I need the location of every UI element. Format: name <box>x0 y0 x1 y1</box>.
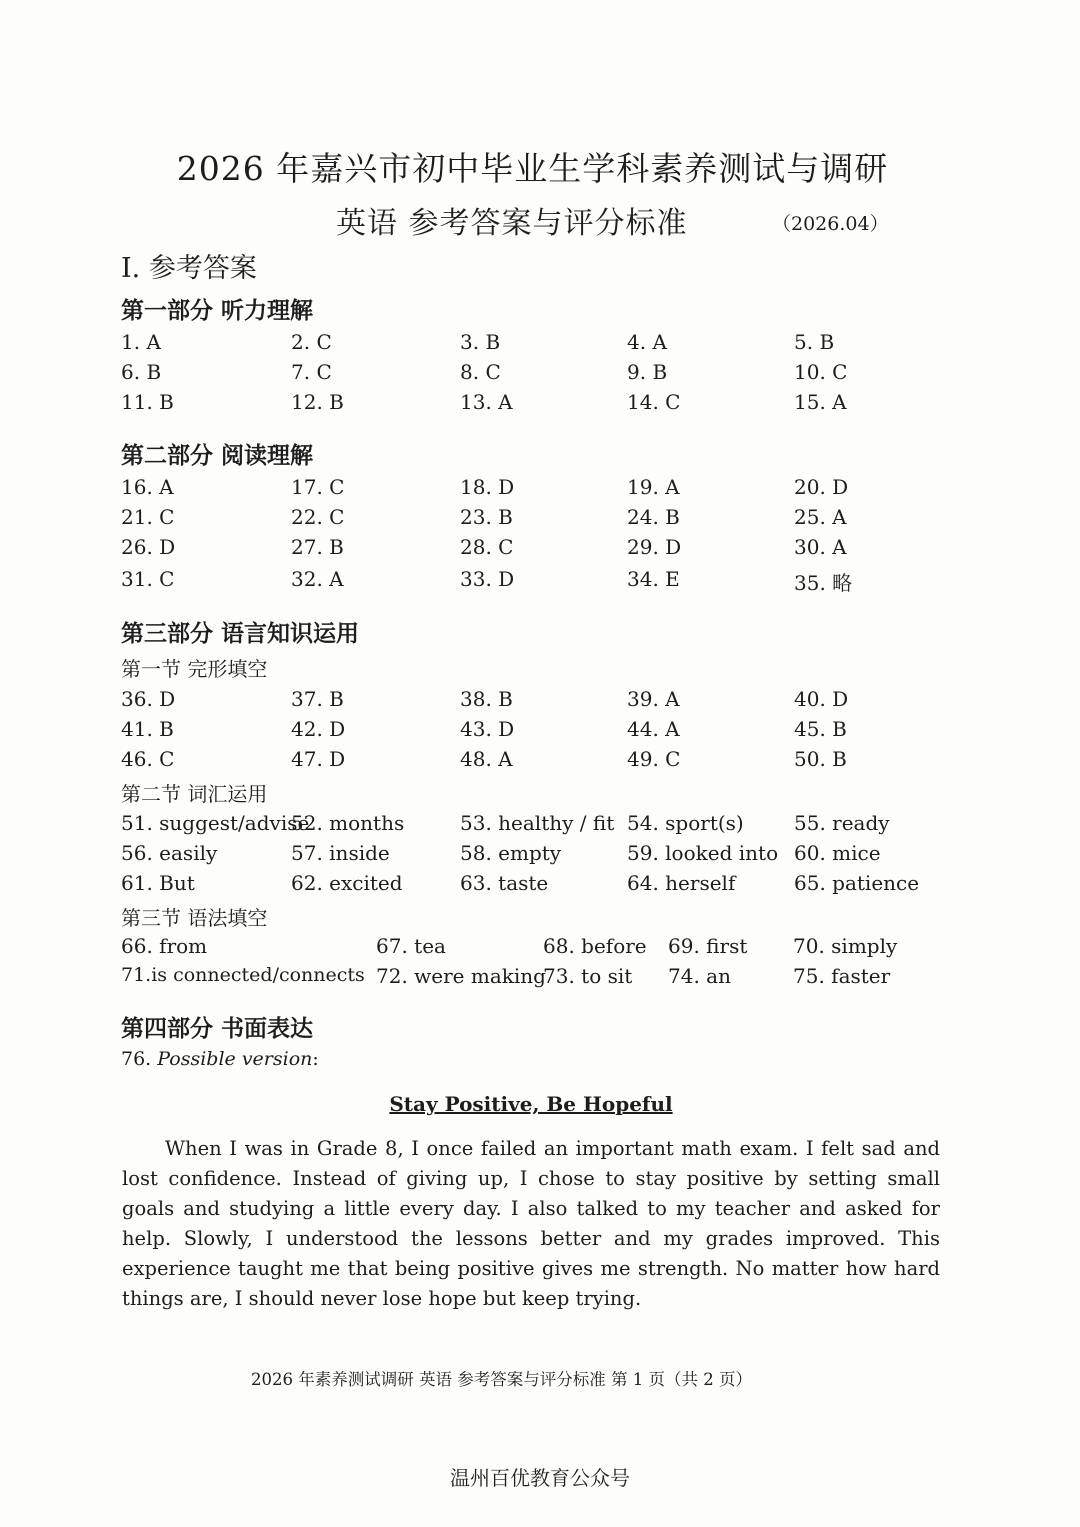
answer-item: 32. A <box>291 567 344 591</box>
answer-item: 43. D <box>460 717 515 741</box>
answer-item: 21. C <box>121 505 175 529</box>
answer-item: 49. C <box>627 747 681 771</box>
answer-item: 15. A <box>794 390 847 414</box>
answer-item: 2. C <box>291 330 332 354</box>
answer-item: 73. to sit <box>543 964 633 988</box>
essay-label <box>121 1048 319 1070</box>
answer-item: 27. B <box>291 535 344 559</box>
answer-item: 35. 略 <box>794 571 853 595</box>
answer-item: 12. B <box>291 390 344 414</box>
answer-item: 4. A <box>627 330 667 354</box>
answer-item: 74. an <box>668 964 731 988</box>
answer-item: 61. But <box>121 871 195 895</box>
answer-item: 60. mice <box>794 841 881 865</box>
answer-item: 10. C <box>794 360 848 384</box>
part1-title: 第一部分 听力理解 <box>121 298 314 324</box>
answer-item: 47. D <box>291 747 346 771</box>
answer-item: 19. A <box>627 475 680 499</box>
answer-item: 23. B <box>460 505 513 529</box>
essay-label-text: Possible version <box>157 1048 313 1070</box>
answer-item: 65. patience <box>794 871 920 895</box>
exam-date: （2026.04） <box>772 213 889 235</box>
section-heading: I. 参考答案 <box>121 253 257 284</box>
answer-item: 5. B <box>794 330 835 354</box>
answer-item: 45. B <box>794 717 847 741</box>
answer-item: 41. B <box>121 717 174 741</box>
page-footer: 2026 年素养测试调研 英语 参考答案与评分标准 第 1 页（共 2 页） <box>251 1370 752 1389</box>
page-subtitle: 英语 参考答案与评分标准 <box>336 206 688 241</box>
essay-label-colon: : <box>312 1048 319 1070</box>
section2-title: 第二节 词汇运用 <box>121 782 268 806</box>
answer-item: 50. B <box>794 747 847 771</box>
answer-item: 68. before <box>543 934 647 958</box>
answer-item: 48. A <box>460 747 513 771</box>
answer-item: 28. C <box>460 535 514 559</box>
section3-title: 第三节 语法填空 <box>121 906 268 930</box>
answer-item: 9. B <box>627 360 668 384</box>
answer-item: 26. D <box>121 535 176 559</box>
answer-item: 53. healthy / fit <box>460 811 615 835</box>
answer-item: 44. A <box>627 717 680 741</box>
answer-item: 56. easily <box>121 841 218 865</box>
essay-body: When I was in Grade 8, I once failed an important math exam. I felt sad and lost confidence. Instead of giving up, I chose to stay positive by setting small goals and studying a little every day. I also talked to my teacher and asked for help. Slowly, I understood the lessons better and my grades improved. This experience taught me that being positive gives me strength. No matter how hard things are, I should never lose hope but keep trying. <box>122 1137 940 1310</box>
watermark: 温州百优教育公众号 <box>450 1466 630 1490</box>
answer-item: 64. herself <box>627 871 736 895</box>
answer-item: 38. B <box>460 687 513 711</box>
answer-item: 20. D <box>794 475 849 499</box>
answer-item: 36. D <box>121 687 176 711</box>
answer-item: 14. C <box>627 390 681 414</box>
answer-item: 72. were making <box>376 964 546 988</box>
answer-item: 71.is connected/connects <box>121 964 365 986</box>
page-title: 2026 年嘉兴市初中毕业生学科素养测试与调研 <box>176 149 889 188</box>
answer-item: 1. A <box>121 330 161 354</box>
answer-item: 42. D <box>291 717 346 741</box>
answer-item: 6. B <box>121 360 162 384</box>
answer-item: 29. D <box>627 535 682 559</box>
answer-item: 75. faster <box>793 964 891 988</box>
answer-item: 22. C <box>291 505 345 529</box>
answer-item: 63. taste <box>460 871 549 895</box>
answer-item: 8. C <box>460 360 501 384</box>
answer-item: 54. sport(s) <box>627 811 744 835</box>
answer-item: 17. C <box>291 475 345 499</box>
answer-item: 18. D <box>460 475 515 499</box>
answer-item: 58. empty <box>460 841 562 865</box>
answer-item: 11. B <box>121 390 174 414</box>
answer-item: 66. from <box>121 934 208 958</box>
answer-item: 30. A <box>794 535 847 559</box>
answer-item: 59. looked into <box>627 841 779 865</box>
answer-item: 70. simply <box>793 934 898 958</box>
answer-item: 33. D <box>460 567 515 591</box>
answer-item: 40. D <box>794 687 849 711</box>
answer-item: 16. A <box>121 475 174 499</box>
part4-title: 第四部分 书面表达 <box>121 1016 314 1042</box>
answer-item: 34. E <box>627 567 680 591</box>
answer-item: 51. suggest/advise <box>121 811 310 835</box>
answer-item: 7. C <box>291 360 332 384</box>
essay-number: 76. <box>121 1048 152 1070</box>
answer-item: 24. B <box>627 505 680 529</box>
answer-item: 3. B <box>460 330 501 354</box>
answer-item: 67. tea <box>376 934 446 958</box>
answer-item: 25. A <box>794 505 847 529</box>
answer-item: 13. A <box>460 390 513 414</box>
answer-item: 37. B <box>291 687 344 711</box>
answer-item: 62. excited <box>291 871 403 895</box>
answer-item: 31. C <box>121 567 175 591</box>
part3-title: 第三部分 语言知识运用 <box>121 621 360 647</box>
answer-item: 46. C <box>121 747 175 771</box>
answer-item: 39. A <box>627 687 680 711</box>
answer-item: 52. months <box>291 811 405 835</box>
answer-item: 57. inside <box>291 841 390 865</box>
answer-item: 69. first <box>668 934 748 958</box>
essay-title: Stay Positive, Be Hopeful <box>389 1092 673 1116</box>
answer-item: 55. ready <box>794 811 890 835</box>
part2-title: 第二部分 阅读理解 <box>121 443 314 469</box>
section1-title: 第一节 完形填空 <box>121 657 268 681</box>
